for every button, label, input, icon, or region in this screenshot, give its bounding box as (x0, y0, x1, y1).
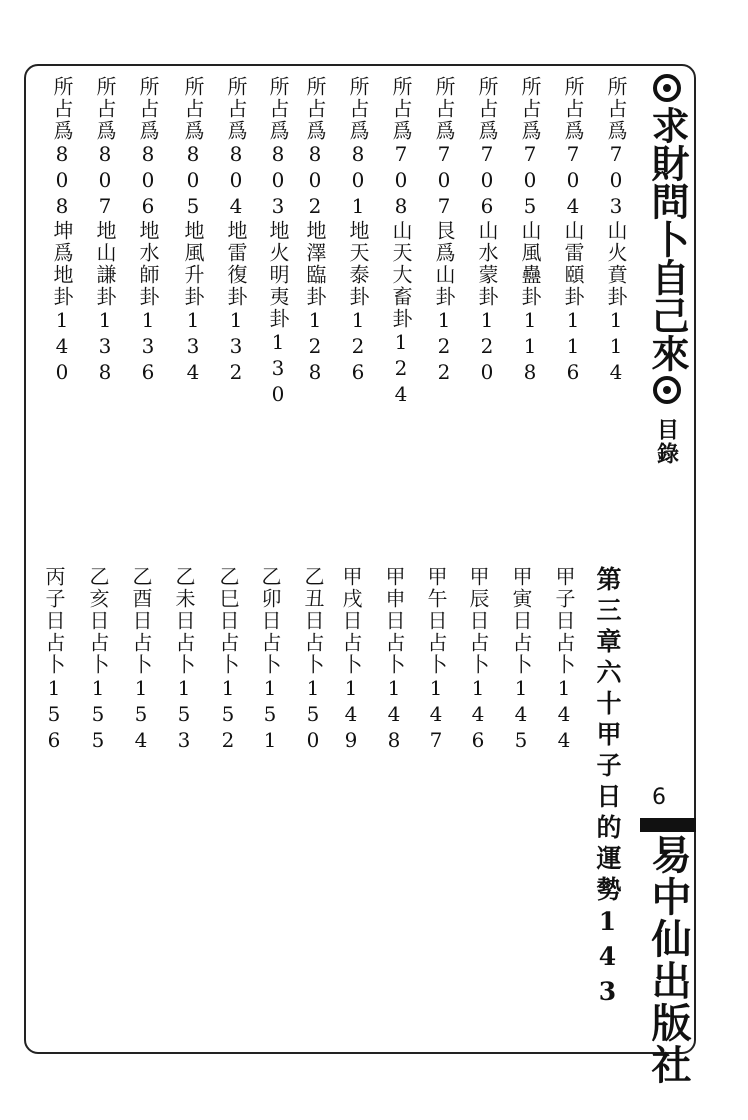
toc-entry: 所占爲801地天泰卦126 (346, 76, 370, 386)
title-column (641, 70, 693, 466)
toc-entry: 所占爲804地雷復卦132 (224, 76, 248, 386)
toc-entry: 乙丑日占卜150 (301, 566, 325, 754)
chapter-heading: 第三章六十甲子日的運勢143 (593, 566, 622, 1012)
circle-dot-icon (653, 74, 681, 102)
toc-entry: 所占爲802地澤臨卦128 (303, 76, 327, 386)
toc-entry: 甲寅日占卜145 (509, 566, 533, 754)
toc-entry: 所占爲807地山謙卦138 (93, 76, 117, 386)
toc-entry: 所占爲704山雷頤卦116 (561, 76, 585, 386)
toc-entry: 所占爲707艮爲山卦122 (432, 76, 456, 386)
toc-entry: 所占爲703山火賁卦114 (604, 76, 628, 386)
toc-entry: 甲戌日占卜149 (339, 566, 363, 754)
toc-entry: 所占爲806地水師卦136 (136, 76, 160, 386)
toc-entry: 乙亥日占卜155 (86, 566, 110, 754)
divider-bar (640, 818, 696, 832)
toc-entry: 乙巳日占卜152 (216, 566, 240, 754)
toc-entry: 丙子日占卜156 (42, 566, 66, 754)
toc-entry: 所占爲708山天大畜卦124 (389, 76, 413, 408)
toc-entry: 所占爲803地火明夷卦130 (266, 76, 290, 408)
circle-dot-icon (653, 376, 681, 404)
book-title: 求財問卜自己來 (645, 106, 689, 372)
toc-entry: 所占爲808坤爲地卦140 (50, 76, 74, 386)
toc-entry: 甲申日占卜148 (382, 566, 406, 754)
toc-entry: 乙未日占卜153 (172, 566, 196, 754)
toc-entry: 所占爲706山水蒙卦120 (475, 76, 499, 386)
toc-entry: 乙酉日占卜154 (129, 566, 153, 754)
page-number: 6 (652, 785, 666, 810)
toc-entry: 甲午日占卜147 (424, 566, 448, 754)
toc-entry: 甲子日占卜144 (552, 566, 576, 754)
toc-entry: 甲辰日占卜146 (466, 566, 490, 754)
toc-entry: 所占爲705山風蠱卦118 (518, 76, 542, 386)
publisher-name: 易中仙出版社 (645, 834, 691, 1086)
toc-entry: 所占爲805地風升卦134 (181, 76, 205, 386)
contents-label: 目錄 (653, 418, 680, 466)
toc-entry: 乙卯日占卜151 (258, 566, 282, 754)
